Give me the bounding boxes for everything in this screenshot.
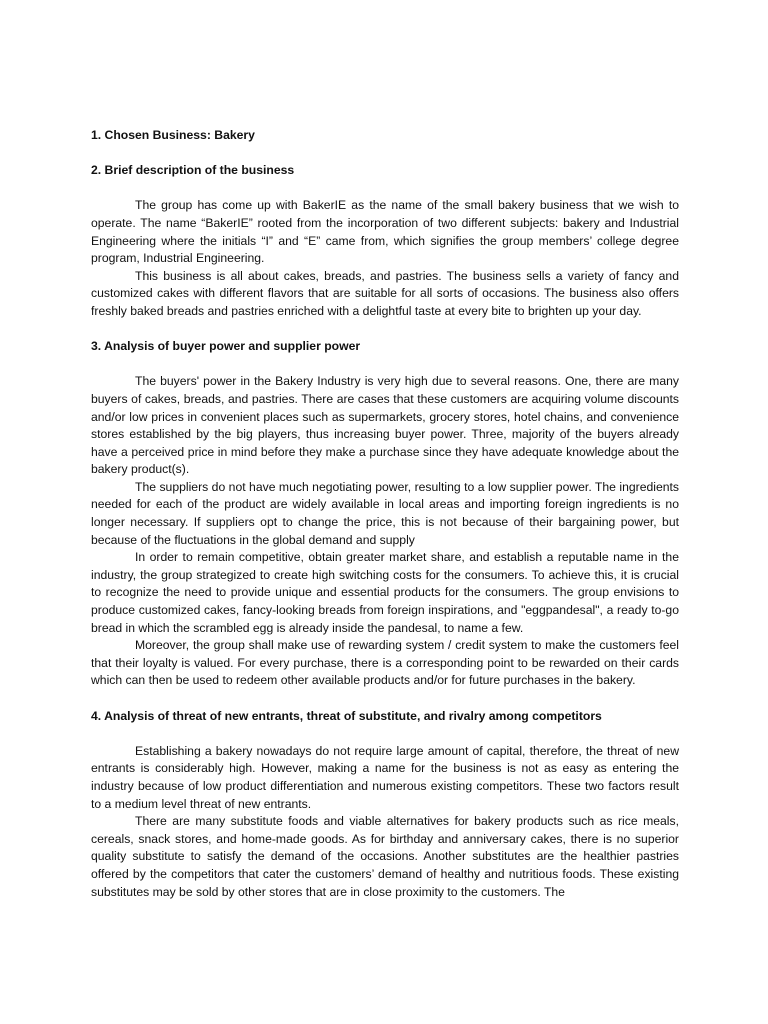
section-3-paragraph-4: Moreover, the group shall make use of rewarding system / credit system to make the customers feel that their loyalty is valued. For every purchase, there is a corresponding point to be rewarded on their cards which can then be used to redeem other available products and/or for future purchases in the bakery. (91, 638, 679, 688)
section-3-heading: 3. Analysis of buyer power and supplier power (91, 339, 361, 354)
section-1-heading: 1. Chosen Business: Bakery (91, 128, 255, 142)
section-4-heading: 4. Analysis of threat of new entrants, threat of substitute, and rivalry among competitors (91, 708, 602, 723)
section-3-paragraph-3: In order to remain competitive, obtain greater market share, and establish a reputable name in the industry, the group strategized to create high switching costs for the consumers. To achieve this, it is crucial to recognize the need to provide unique and essential products for the consumers. The group envisions to produce customized cakes, fancy-looking breads from foreign inspirations, and "eggpandesal", a ready to-go bread in which the scrambled egg is already inside the pandesal, to name a few. (91, 550, 679, 635)
section-3-paragraph-2: The suppliers do not have much negotiating power, resulting to a low supplier power. The ingredients needed for each of the product are widely available in local areas and importing foreign ingredients is no longer necessary. If suppliers opt to change the price, this is not because of their bargaining power, but because of the fluctuations in the global demand and supply (91, 479, 679, 547)
section-4-paragraph-1: Establishing a bakery nowadays do not require large amount of capital, therefore, the threat of new entrants is considerably high. However, making a name for the business is not as easy as entering the industry because of low product differentiation and numerous existing competitors. These two factors result to a medium level threat of new entrants. (91, 743, 679, 811)
section-2-heading: 2. Brief description of the business (91, 163, 295, 178)
section-3-paragraph-1: The buyers' power in the Bakery Industry is very high due to several reasons. One, there are many buyers of cakes, breads, and pastries. There are cases that these customers are acquiring volume discounts and/or low prices in convenient places such as supermarkets, grocery stores, hotel chains, and convenience stores established by the big players, thus increasing buyer power. Three, majority of the buyers already have a perceived price in mind before they make a purchase since they have adequate knowledge about the bakery product(s). (91, 374, 679, 477)
section-4-paragraph-2: There are many substitute foods and viable alternatives for bakery products such as rice meals, cereals, snack stores, and home-made goods. As for birthday and anniversary cakes, there is no superior quality substitute to satisfy the demand of the occasions. Another substitutes are the healthier pastries offered by the competitors that cater the customers’ demand of healthy and nutritious foods. These existing substitutes may be sold by other stores that are in close proximity to the customers. The (91, 814, 679, 899)
document-page (91, 127, 679, 901)
section-2-paragraph-1: The group has come up with BakerIE as the name of the small bakery business that we wish to operate. The name “BakerIE” rooted from the incorporation of two different subjects: bakery and Industrial Engineering where the initials “I” and “E” came from, which signifies the group members’ college degree program, Industrial Engineering. (91, 198, 679, 266)
section-2-paragraph-2: This business is all about cakes, breads, and pastries. The business sells a variety of fancy and customized cakes with different flavors that are suitable for all sorts of occasions. The business also offers freshly baked breads and pastries enriched with a delightful taste at every bite to brighten up your day. (91, 268, 679, 318)
